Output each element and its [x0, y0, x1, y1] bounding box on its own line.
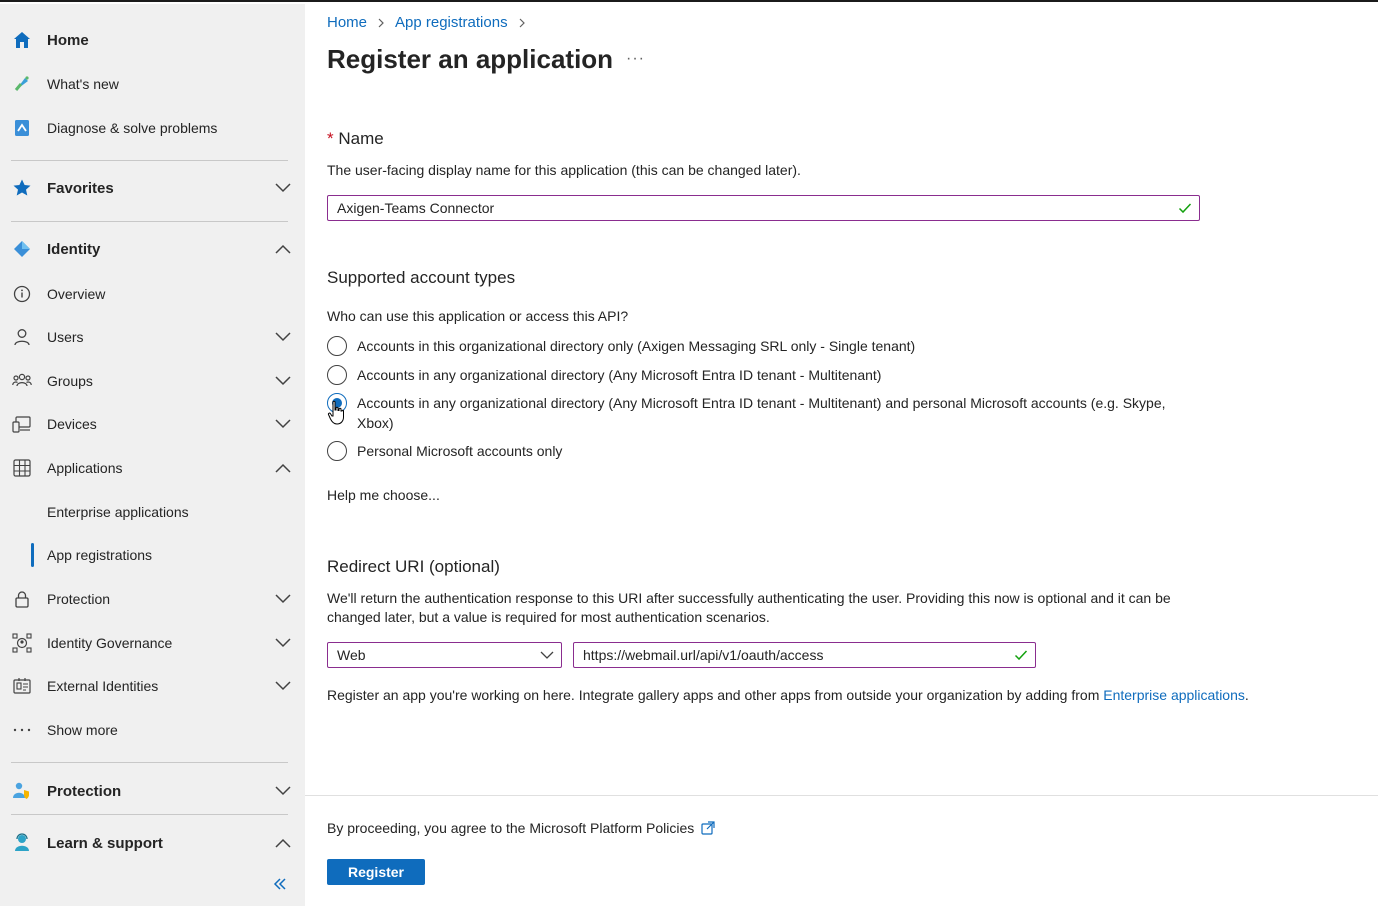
- sidebar-item-users[interactable]: [0, 317, 305, 357]
- sidebar-item-applications[interactable]: [0, 448, 305, 488]
- checkmark-icon: [1177, 200, 1193, 216]
- register-note-suffix: .: [1244, 687, 1249, 703]
- star-icon: [11, 177, 33, 199]
- sidebar-item-app-registrations[interactable]: [0, 535, 305, 575]
- platform-select[interactable]: [327, 642, 562, 668]
- sidebar-item-label: Identity Governance: [47, 635, 173, 651]
- chevron-down-icon: [273, 327, 293, 347]
- chevron-down-icon: [273, 676, 293, 696]
- sidebar-item-label: Protection: [47, 591, 111, 607]
- register-note-text: Register an app you're working on here. Integrate gallery apps and other apps from outside your organization by adding from: [327, 687, 1104, 703]
- platform-policies-link[interactable]: [327, 820, 716, 836]
- sidebar-item-label: What's new: [47, 76, 119, 92]
- account-types-heading: Supported account types: [327, 268, 516, 287]
- name-input[interactable]: [327, 195, 1200, 221]
- account-types-question: Who can use this application or access this API?: [327, 308, 629, 324]
- chevron-up-icon: [273, 833, 293, 853]
- apps-grid-icon: [11, 457, 33, 479]
- sidebar-item-learn-support[interactable]: [0, 823, 305, 863]
- external-link-icon: [700, 820, 716, 836]
- radio-label: Accounts in any organizational directory (Any Microsoft Entra ID tenant - Multitenant): [357, 367, 882, 383]
- sidebar-item-label: Favorites: [47, 179, 114, 197]
- sidebar-item-label: Users: [47, 329, 84, 345]
- register-note: [327, 687, 1249, 703]
- sidebar-item-show-more[interactable]: [0, 710, 305, 750]
- radio-button[interactable]: [327, 441, 347, 461]
- chevron-down-icon: [539, 647, 555, 663]
- chevron-down-icon: [273, 414, 293, 434]
- name-description: The user-facing display name for this application (this can be changed later).: [327, 162, 801, 178]
- sidebar-item-protection-section[interactable]: [0, 771, 305, 811]
- more-icon: [11, 719, 33, 741]
- protection-people-icon: [11, 780, 33, 802]
- sidebar-item-label: Devices: [47, 416, 97, 432]
- sidebar-item-label: Protection: [47, 782, 122, 800]
- identity-icon: [11, 238, 33, 260]
- required-mark: *: [327, 129, 334, 148]
- divider: [11, 160, 288, 161]
- name-label-text: Name: [338, 129, 384, 148]
- home-icon: [11, 29, 33, 51]
- sidebar-item-label: App registrations: [47, 547, 153, 563]
- diagnose-icon: [11, 117, 33, 139]
- chevron-down-icon: [273, 589, 293, 609]
- external-identities-icon: [11, 675, 33, 697]
- sidebar-item-diagnose[interactable]: [0, 108, 305, 148]
- chevron-down-icon: [273, 781, 293, 801]
- account-type-option-selected[interactable]: [327, 393, 1187, 433]
- account-type-option[interactable]: [327, 441, 1187, 461]
- sidebar-item-devices[interactable]: [0, 404, 305, 444]
- breadcrumb: [327, 14, 530, 31]
- checkmark-icon: [1013, 647, 1029, 663]
- sidebar-item-label: External Identities: [47, 678, 159, 694]
- platform-select-value: Web: [337, 647, 366, 663]
- page-title: Register an application: [327, 44, 614, 74]
- account-type-option[interactable]: [327, 365, 1187, 385]
- sidebar-item-label: Groups: [47, 373, 93, 389]
- chevron-down-icon: [273, 633, 293, 653]
- info-icon: [11, 283, 33, 305]
- redirect-uri-input[interactable]: [573, 642, 1036, 668]
- breadcrumb-home-link[interactable]: Home: [327, 14, 368, 31]
- more-options-button[interactable]: ···: [626, 50, 645, 67]
- redirect-description: We'll return the authentication response to this URI after successfully authenticating the user. Providing this now is optional and it can be changed later, but a value is required for most authentication scenarios.: [327, 590, 1171, 625]
- sidebar-item-label: Diagnose & solve problems: [47, 120, 218, 136]
- register-button[interactable]: Register: [327, 859, 425, 885]
- sidebar-item-label: Home: [47, 31, 89, 49]
- support-person-icon: [11, 832, 33, 854]
- sidebar-item-overview[interactable]: [0, 274, 305, 314]
- sidebar-item-label: Learn & support: [47, 834, 163, 852]
- sidebar: [0, 4, 305, 906]
- chevron-right-icon: [373, 15, 389, 31]
- people-group-icon: [11, 370, 33, 392]
- user-icon: [11, 326, 33, 348]
- chevron-right-icon: [514, 15, 530, 31]
- chevron-up-icon: [273, 239, 293, 259]
- sidebar-item-groups[interactable]: [0, 361, 305, 401]
- radio-label: Personal Microsoft accounts only: [357, 443, 563, 459]
- account-type-option[interactable]: [327, 336, 1187, 356]
- sidebar-item-label: Show more: [47, 722, 118, 738]
- sidebar-item-label: Identity: [47, 240, 101, 258]
- redirect-heading: Redirect URI (optional): [327, 557, 500, 576]
- governance-icon: [11, 632, 33, 654]
- hand-cursor-icon: [327, 400, 345, 426]
- radio-label: Accounts in any organizational directory (Any Microsoft Entra ID tenant - Multitenant) and personal Microsoft accounts (e.g. Skype, Xbox): [357, 395, 1166, 431]
- sidebar-item-label: Applications: [47, 460, 123, 476]
- chevron-down-icon: [273, 371, 293, 391]
- sidebar-item-external-identities[interactable]: [0, 666, 305, 706]
- help-me-choose-link[interactable]: Help me choose...: [327, 487, 440, 503]
- enterprise-applications-link[interactable]: Enterprise applications: [1103, 687, 1245, 703]
- platform-policies-text: By proceeding, you agree to the Microsoft Platform Policies: [327, 820, 695, 836]
- devices-icon: [11, 413, 33, 435]
- sidebar-item-enterprise-apps[interactable]: [0, 492, 305, 532]
- chevron-down-icon: [273, 178, 293, 198]
- name-label: [327, 129, 384, 149]
- footer-divider: [305, 795, 1378, 796]
- divider: [11, 221, 288, 222]
- sidebar-item-home[interactable]: [0, 20, 305, 60]
- sidebar-item-identity[interactable]: [0, 229, 305, 269]
- redirect-uri-value: https://webmail.url/api/v1/oauth/access: [583, 647, 824, 663]
- main-content: [305, 4, 1378, 906]
- divider: [11, 814, 288, 815]
- sidebar-item-whats-new[interactable]: [0, 64, 305, 104]
- radio-button[interactable]: [327, 365, 347, 385]
- sparkle-icon: [11, 73, 33, 95]
- collapse-sidebar-icon[interactable]: [270, 874, 290, 894]
- breadcrumb-app-registrations-link[interactable]: App registrations: [395, 14, 508, 31]
- sidebar-item-label: Overview: [47, 286, 106, 302]
- divider: [11, 762, 288, 763]
- sidebar-item-favorites[interactable]: [0, 168, 305, 208]
- sidebar-item-identity-governance[interactable]: [0, 623, 305, 663]
- lock-icon: [11, 588, 33, 610]
- chevron-up-icon: [273, 458, 293, 478]
- radio-label: Accounts in this organizational directory only (Axigen Messaging SRL only - Single tenant): [357, 338, 916, 354]
- sidebar-item-protection[interactable]: [0, 579, 305, 619]
- name-input-value: Axigen-Teams Connector: [337, 200, 495, 216]
- sidebar-item-label: Enterprise applications: [47, 504, 189, 520]
- radio-button[interactable]: [327, 336, 347, 356]
